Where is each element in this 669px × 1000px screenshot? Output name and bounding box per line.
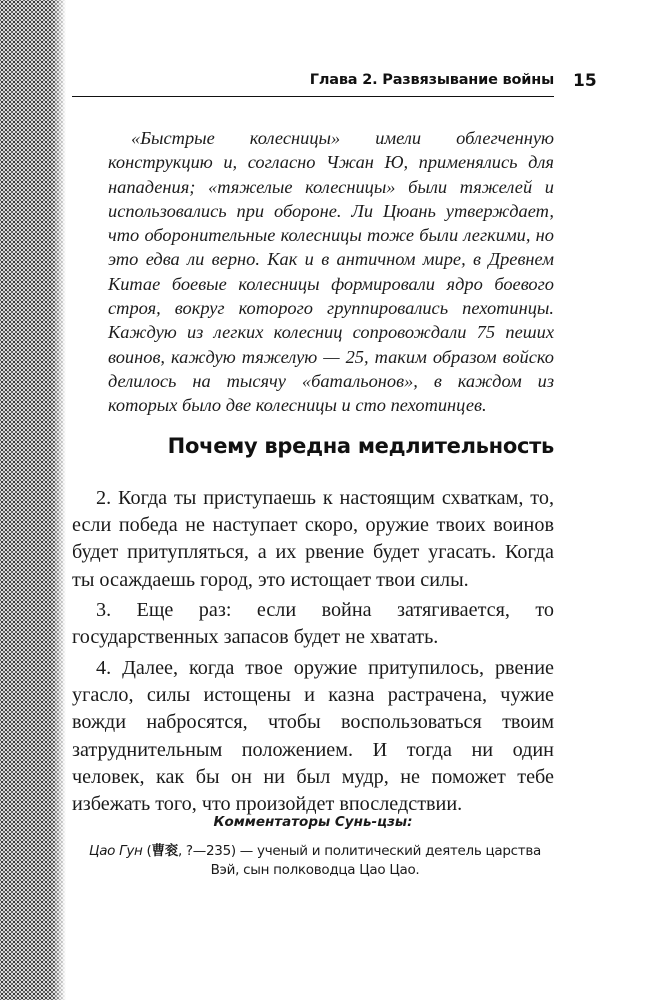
chinese-name: 曹衮 [151,843,178,859]
body-paragraph-3: 3. Еще раз: если война затягивается, то государственных запасов будет не хватать. [72,599,554,649]
footnote-description: , ?—235) — ученый и политический деятель царства Вэй, сын полководца Цао Цао. [177,843,541,878]
section-title: Почему вредна медлительность [167,434,554,458]
footnote-title: Комментаторы Сунь-цзы: [213,814,413,830]
footnote-paren: ( [142,843,152,859]
commentary-paragraph: «Быстрые колесницы» имели облегченную конструкцию и, согласно Чжан Ю, применялись для нападения; «тяжелые колесницы» были тяжелей и использовались при обороне. Ли Цюань утверждает, что оборонительные колесницы тоже были легкими, но это едва ли верно. Как и в античном мире, в Древнем Китае боевые колесницы формировали ядро боевого строя, вокруг которого группировались пехотинцы. Каждую из легких колесниц сопровождали 75 пеших воинов, каждую тяжелую — 25, таким образом войско делилось на тысячу «батальонов», в каждом из которых было две колесницы и сто пехотинцев. [108,128,554,416]
body-paragraph-2: 2. Когда ты приступаешь к настоящим схваткам, то, если победа не наступает скоро, оружие твоих воинов будет притупляться, а их рвение будет угасать. Когда ты осаждаешь город, это истощает твои силы. [72,487,554,591]
commentator-name: Цао Гун [89,843,143,859]
page-number: 15 [573,71,597,91]
running-header [72,68,554,97]
page-edge-texture [0,0,66,1000]
body-paragraph-4: 4. Далее, когда твое оружие притупилось, рвение угасло, силы истощены и казна растрачена, чужие вожди набросятся, чтобы воспользоваться твоим затруднительным положением. И тогда ни один человек, как бы он ни был мудр, не поможет тебе избежать того, что произойдет впоследствии. [72,657,554,816]
chapter-title: Глава 2. Развязывание войны [309,72,554,88]
footnote-text [80,842,550,880]
